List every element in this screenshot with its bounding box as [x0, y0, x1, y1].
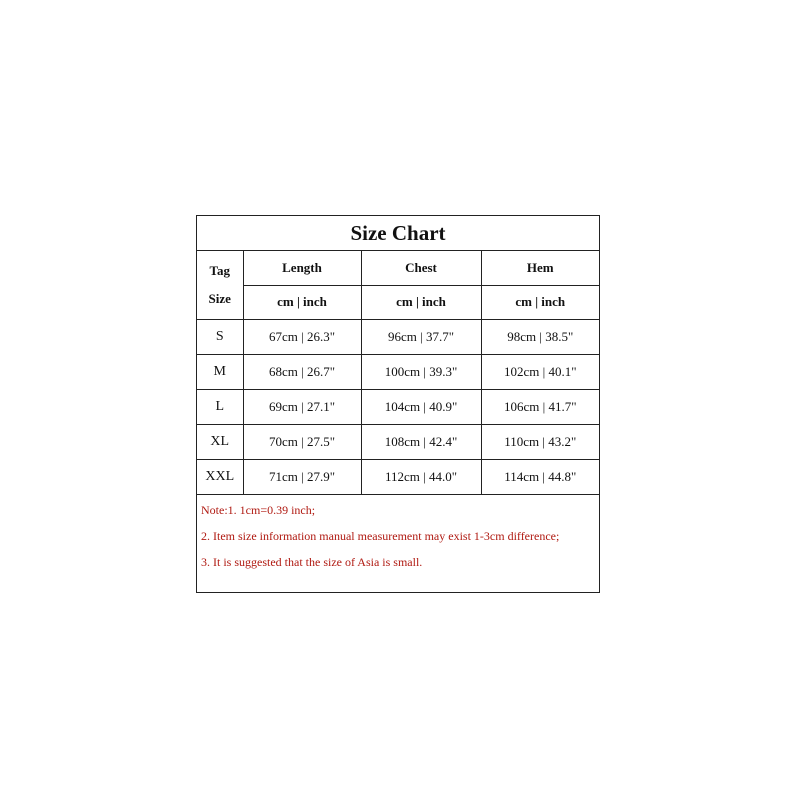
chart-title: Size Chart [197, 216, 599, 251]
note-1: Note:1. 1cm=0.39 inch; [201, 502, 316, 517]
hem-cell: 106cm | 41.7" [481, 389, 599, 424]
hem-cell: 102cm | 40.1" [481, 354, 599, 389]
note-2: 2. Item size information manual measurement may exist 1-3cm difference; [201, 528, 560, 543]
chest-cell: 104cm | 40.9" [361, 389, 481, 424]
notes-section [197, 497, 599, 575]
chest-cell: 108cm | 42.4" [361, 424, 481, 459]
unit-chest: cm | inch [361, 285, 481, 319]
table-row [197, 319, 599, 354]
size-cell: S [197, 319, 243, 354]
note-3: 3. It is suggested that the size of Asia is small. [201, 554, 423, 569]
length-cell: 70cm | 27.5" [243, 424, 361, 459]
chest-cell: 96cm | 37.7" [361, 319, 481, 354]
length-cell: 68cm | 26.7" [243, 354, 361, 389]
column-header-chest: Chest [361, 251, 481, 285]
tag-size-header [197, 251, 243, 319]
unit-length: cm | inch [243, 285, 361, 319]
table-row [197, 459, 599, 494]
tag-label: Tag [209, 262, 230, 278]
chest-cell: 112cm | 44.0" [361, 459, 481, 494]
size-table [197, 251, 599, 495]
size-label: Size [208, 290, 231, 306]
size-cell: XXL [197, 459, 243, 494]
table-row [197, 354, 599, 389]
table-row [197, 424, 599, 459]
length-cell: 67cm | 26.3" [243, 319, 361, 354]
size-cell: L [197, 389, 243, 424]
size-cell: XL [197, 424, 243, 459]
table-row [197, 389, 599, 424]
length-cell: 71cm | 27.9" [243, 459, 361, 494]
length-cell: 69cm | 27.1" [243, 389, 361, 424]
hem-cell: 110cm | 43.2" [481, 424, 599, 459]
column-header-length: Length [243, 251, 361, 285]
size-chart [196, 215, 600, 593]
size-cell: M [197, 354, 243, 389]
hem-cell: 98cm | 38.5" [481, 319, 599, 354]
column-header-hem: Hem [481, 251, 599, 285]
hem-cell: 114cm | 44.8" [481, 459, 599, 494]
chest-cell: 100cm | 39.3" [361, 354, 481, 389]
unit-hem: cm | inch [481, 285, 599, 319]
